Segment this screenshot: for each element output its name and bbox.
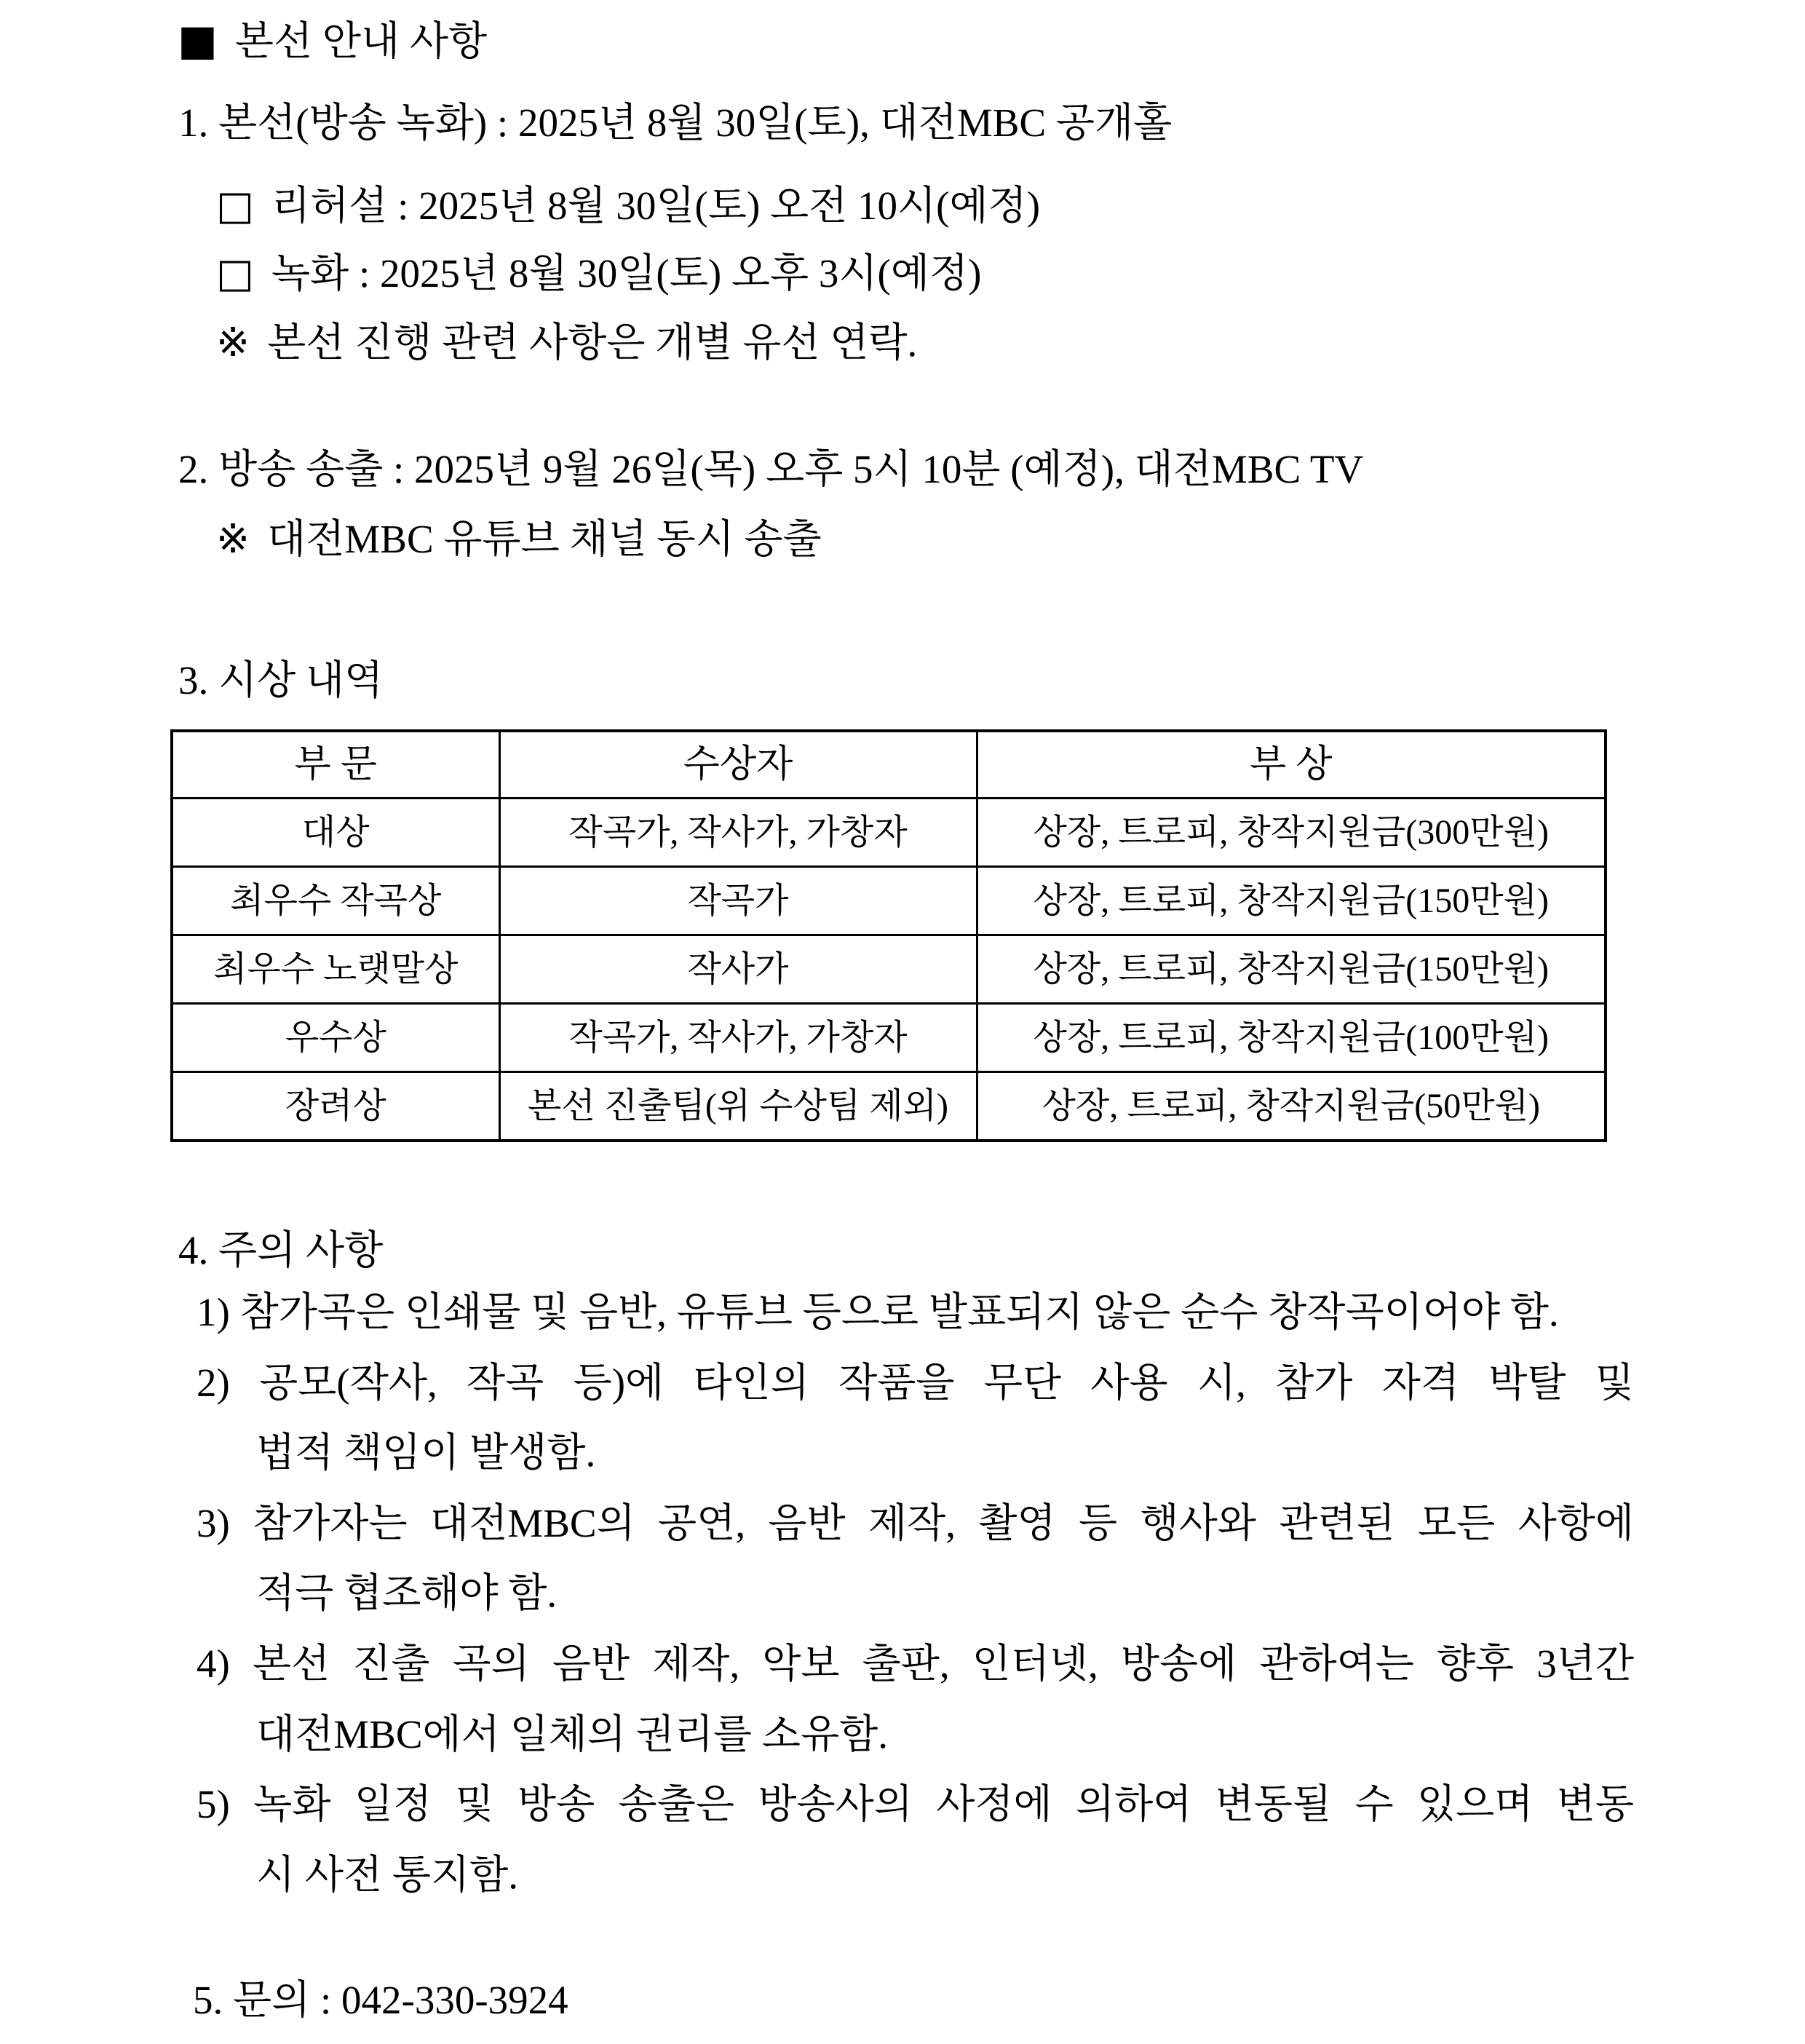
finals-rehearsal-text: 리허설 : 2025년 8월 30일(토) 오전 10시(예정) xyxy=(271,183,1041,228)
finals-note-line xyxy=(216,320,917,365)
caution-item-3-line-2: 적극 협조해야 함. xyxy=(256,1571,558,1615)
finals-note-text: 본선 진행 관련 사항은 개별 유선 연락. xyxy=(267,320,918,365)
caution-item-3-line-1: 3) 참가자는 대전MBC의 공연, 음반 제작, 촬영 등 행사와 관련된 모든 사항에 xyxy=(197,1501,1634,1545)
caution-item-4-line-2: 대전MBC에서 일체의 권리를 소유함. xyxy=(256,1712,888,1756)
table-row xyxy=(172,1072,1606,1141)
caution-item-2-line-1: 2) 공모(작사, 작곡 등)에 타인의 작품을 무단 사용 시, 참가 자격 박탈 및 xyxy=(197,1360,1634,1405)
broadcast-title: 2. 방송 송출 : 2025년 9월 26일(목) 오후 5시 10분 (예정), 대전MBC TV xyxy=(178,447,1364,491)
cautions-title: 4. 주의 사항 xyxy=(178,1228,384,1272)
empty-square-icon: □ xyxy=(216,250,254,296)
table-cell-category: 대상 xyxy=(172,799,499,867)
table-row xyxy=(172,867,1606,935)
awards-table-header-row xyxy=(172,731,1606,799)
table-header-prize: 부 상 xyxy=(977,731,1606,799)
caution-item-1: 1) 참가곡은 인쇄물 및 음반, 유튜브 등으로 발표되지 않은 순수 창작곡이어야 함. xyxy=(197,1290,1559,1334)
table-header-winner: 수상자 xyxy=(499,731,977,799)
table-cell-category: 우수상 xyxy=(172,1004,499,1072)
empty-square-icon: □ xyxy=(216,182,254,229)
table-row xyxy=(172,935,1606,1004)
table-cell-category: 최우수 작곡상 xyxy=(172,867,499,935)
reference-mark-icon: ※ xyxy=(216,515,250,562)
caution-item-5-line-2: 시 사전 통지함. xyxy=(256,1853,519,1897)
document-heading xyxy=(178,17,487,64)
table-cell-prize: 상장, 트로피, 창작지원금(150만원) xyxy=(977,867,1606,935)
broadcast-note-text: 대전MBC 유튜브 채널 동시 송출 xyxy=(267,517,822,561)
table-cell-winner: 작사가 xyxy=(499,935,977,1004)
finals-recording-text: 녹화 : 2025년 8월 30일(토) 오후 3시(예정) xyxy=(271,251,982,296)
caution-item-4-line-1: 4) 본선 진출 곡의 음반 제작, 악보 출판, 인터넷, 방송에 관하여는 향후 3년간 xyxy=(197,1641,1634,1686)
table-cell-prize: 상장, 트로피, 창작지원금(50만원) xyxy=(977,1072,1606,1141)
table-cell-prize: 상장, 트로피, 창작지원금(300만원) xyxy=(977,799,1606,867)
table-cell-winner: 본선 진출팀(위 수상팀 제외) xyxy=(499,1072,977,1141)
finals-rehearsal-line xyxy=(216,183,1040,229)
table-row xyxy=(172,799,1606,867)
finals-recording-line xyxy=(216,250,981,296)
table-cell-prize: 상장, 트로피, 창작지원금(150만원) xyxy=(977,935,1606,1004)
table-header-category: 부 문 xyxy=(172,731,499,799)
table-cell-category: 장려상 xyxy=(172,1072,499,1141)
reference-mark-icon: ※ xyxy=(216,319,250,365)
filled-square-icon: ■ xyxy=(178,15,218,65)
broadcast-note-line xyxy=(216,516,822,562)
table-cell-winner: 작곡가, 작사가, 가창자 xyxy=(499,799,977,867)
document-heading-text: 본선 안내 사항 xyxy=(234,19,488,63)
table-cell-winner: 작곡가 xyxy=(499,867,977,935)
table-cell-category: 최우수 노랫말상 xyxy=(172,935,499,1004)
table-cell-winner: 작곡가, 작사가, 가창자 xyxy=(499,1004,977,1072)
caution-item-2-line-2: 법적 책임이 발생함. xyxy=(256,1430,596,1475)
table-cell-prize: 상장, 트로피, 창작지원금(100만원) xyxy=(977,1004,1606,1072)
contact-line: 5. 문의 : 042-330-3924 xyxy=(193,1978,568,2022)
caution-item-5-line-1: 5) 녹화 일정 및 방송 송출은 방송사의 사정에 의하여 변동될 수 있으며 변동 xyxy=(197,1782,1634,1826)
table-row xyxy=(172,1004,1606,1072)
finals-title: 1. 본선(방송 녹화) : 2025년 8월 30일(토), 대전MBC 공개홀 xyxy=(178,100,1173,145)
awards-table xyxy=(170,729,1607,1142)
awards-title: 3. 시상 내역 xyxy=(178,658,384,702)
